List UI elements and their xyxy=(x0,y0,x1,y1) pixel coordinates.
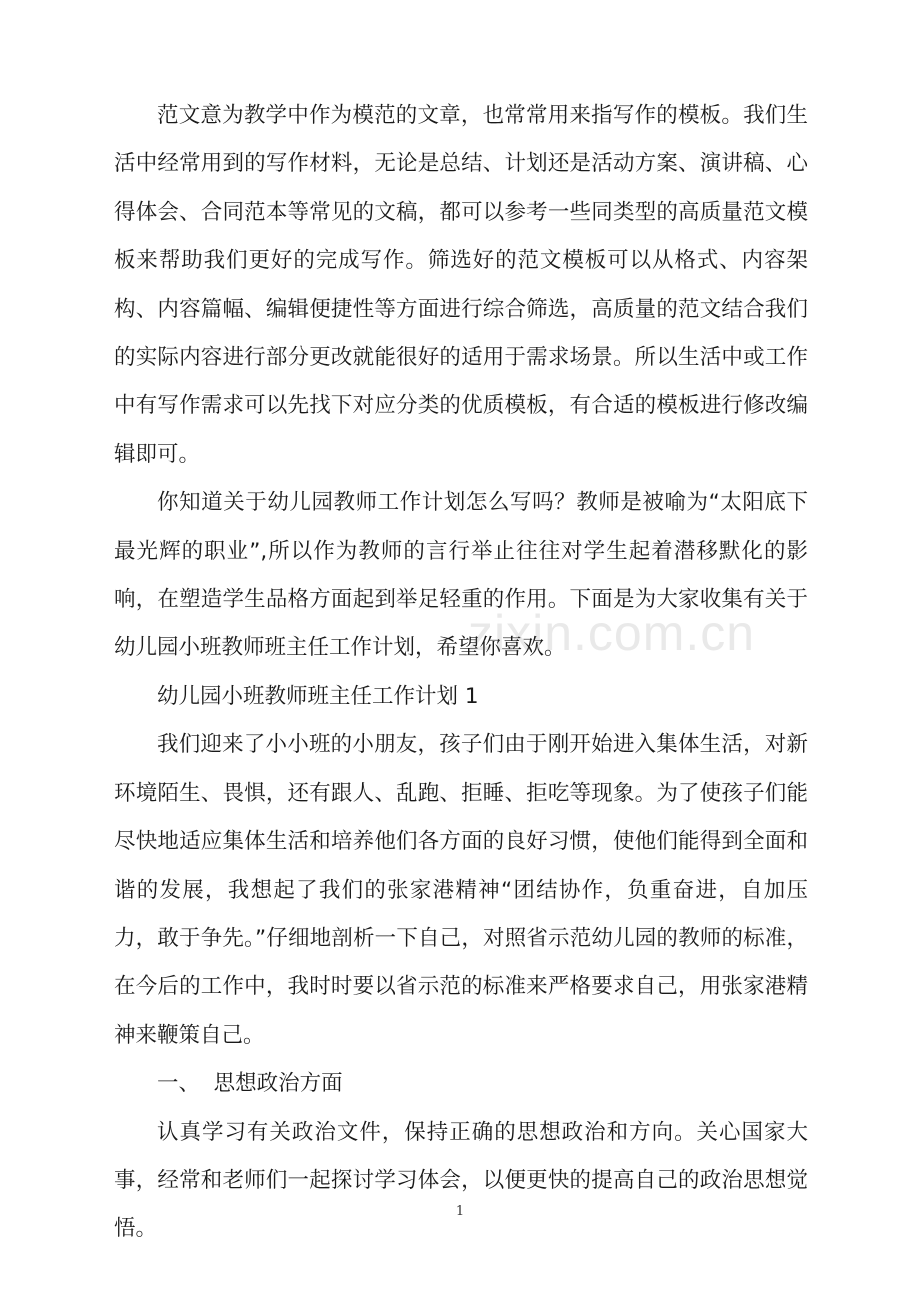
page-number: 1 xyxy=(455,1204,465,1219)
watermark: zixin.com.cn xyxy=(468,605,756,661)
section-heading-politics: 一、 思想政治方面 xyxy=(157,1071,343,1097)
plan-intro-paragraph: 我们迎来了小小班的小朋友，孩子们由于刚开始进入集体生活，对新环境陌生、畏惧，还有跟人、乱跑、拒睡、拒吃等现象。为了使孩子们能尽快地适应集体生活和培养他们各方面的良好习惯，使他们能得到全面和谐的发展，我想起了我们的张家港精神“团结协作，负重奋进，自加压力，敢于争先。”仔细地剖析一下自己，对照省示范幼儿园的教师的标准，在今后的工作中，我时时要以省示范的标准来严格要求自己，用张家港精神来鞭策自己。 xyxy=(114,732,808,1048)
plan-title: 幼儿园小班教师班主任工作计划 1 xyxy=(157,683,479,709)
topic-paragraph: 你知道关于幼儿园教师工作计划怎么写吗？教师是被喻为“太阳底下最光辉的职业”,所以作为教师的言行举止往往对学生起着潜移默化的影响，在塑造学生品格方面起到举足轻重的作用。下面是为大家收集有关于幼儿园小班教师班主任工作计划，希望你喜欢。 xyxy=(114,490,808,661)
document-body xyxy=(114,92,808,1254)
intro-paragraph: 范文意为教学中作为模范的文章，也常常用来指写作的模板。我们生活中经常用到的写作材料，无论是总结、计划还是活动方案、演讲稿、心得体会、合同范本等常见的文稿，都可以参考一些同类型的高质量范文模板来帮助我们更好的完成写作。筛选好的范文模板可以从格式、内容架构、内容篇幅、编辑便捷性等方面进行综合筛选，高质量的范文结合我们的实际内容进行部分更改就能很好的适用于需求场景。所以生活中或工作中有写作需求可以先找下对应分类的优质模板，有合适的模板进行修改编辑即可。 xyxy=(114,103,808,467)
politics-paragraph: 认真学习有关政治文件，保持正确的思想政治和方向。关心国家大事，经常和老师们一起探讨学习体会，以便更快的提高自己的政治思想觉悟。 xyxy=(114,1119,808,1242)
